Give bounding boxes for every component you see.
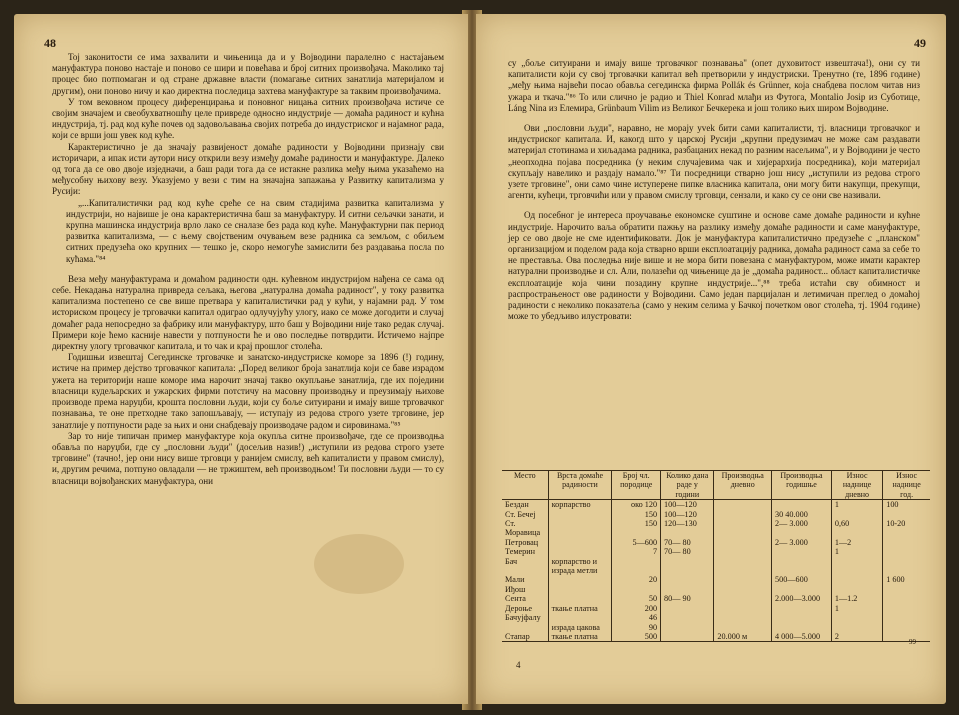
table-cell: 100—120 bbox=[661, 500, 714, 510]
home-industry-table bbox=[502, 470, 930, 642]
table-cell bbox=[883, 613, 930, 622]
table-cell bbox=[714, 623, 772, 632]
table-cell bbox=[831, 613, 882, 622]
table-body bbox=[502, 500, 930, 642]
paragraph: Ови „пословни људи", наравно, не морају уvek бити сами капиталисти, тј. власници трговачког и индустриског капитала. И, какогд што у царској Русији „крупни предузимач не може сам раздавати материјал стотинама и хиљадама радника, разбацаних некад по разним насељима", и у Војводини је често „неопходна појава посредника (у неким случајевима чак и хијерархија посредника), који материјал скупљају навелико и раздају намало."⁸⁷ Ти посредници стварно још нису „иступили из редова строго узете трговине", они само чине иступерене пипке власника капитала, они могу бити накупци, прекупци, агенти, кућеци, трговчићи или у правом смислу трговци, сензали, и како су се они све називали. bbox=[508, 123, 920, 201]
table-cell: 120—130 bbox=[661, 519, 714, 538]
table-cell bbox=[883, 538, 930, 547]
table-cell: 1 bbox=[831, 604, 882, 613]
table-cell: израда цакова bbox=[548, 623, 612, 632]
table-row bbox=[502, 613, 930, 622]
table-cell bbox=[714, 575, 772, 594]
table-cell bbox=[548, 538, 612, 547]
table-cell: 7 bbox=[612, 547, 661, 556]
table-cell bbox=[661, 623, 714, 632]
table-cell bbox=[548, 575, 612, 594]
table-row bbox=[502, 510, 930, 519]
table-row bbox=[502, 500, 930, 510]
table-cell bbox=[714, 500, 772, 510]
table-header-row bbox=[502, 471, 930, 500]
table-cell bbox=[883, 594, 930, 603]
table-cell bbox=[714, 519, 772, 538]
table-header: Производња годишње bbox=[772, 471, 832, 500]
table-cell bbox=[772, 604, 832, 613]
table-cell bbox=[714, 604, 772, 613]
table-cell bbox=[548, 510, 612, 519]
table-cell: 1—1.2 bbox=[831, 594, 882, 603]
table-cell bbox=[883, 623, 930, 632]
table-header: Врста домаће радиности bbox=[548, 471, 612, 500]
paragraph: Годишњи извештај Сегединске трговачке и занатско-индустриске коморе за 1896 (!) годину, истиче на пример дејство трговачког капитала: „Поред великог броја занатлија који се баве израдом ужета на територији наше коморе има нарочит значај такво окупљање занатлија, где их поједини власници кудељарских и ужарских фирми потстичу на масовну производњу и преузимају њихове производе према наруџби, крошта пословни људи, који су боље ситуирани и имају више трговачког познавања, те оне претходне тако запошљавају, — иступају из редова строго узете трговине, јер занатлије у потпуности раде за њих и они снабдевају производаче радом и сировинама."⁸⁵ bbox=[52, 352, 444, 430]
table-row bbox=[502, 623, 930, 632]
table-cell: 5—600 bbox=[612, 538, 661, 547]
table-cell bbox=[548, 519, 612, 538]
table-cell: Бачујфалу bbox=[505, 613, 541, 623]
table-cell: Мали Иђош bbox=[505, 575, 526, 594]
table-row bbox=[502, 519, 930, 538]
table-cell bbox=[548, 547, 612, 556]
table-cell: Ст. Бечеј bbox=[505, 509, 536, 519]
table-row bbox=[502, 575, 930, 594]
table-cell: Сента bbox=[505, 594, 526, 604]
table-cell: 200 bbox=[612, 604, 661, 613]
table-cell bbox=[714, 594, 772, 603]
table-cell bbox=[772, 500, 832, 510]
table-cell: Петровац bbox=[505, 537, 539, 547]
corner-mark: 99 bbox=[909, 638, 916, 646]
table-cell bbox=[831, 575, 882, 594]
table-cell: 2.000—3.000 bbox=[772, 594, 832, 603]
table-cell bbox=[831, 557, 882, 576]
table-cell: 2 bbox=[831, 632, 882, 642]
table-cell: 80— 90 bbox=[661, 594, 714, 603]
table-cell bbox=[661, 632, 714, 642]
table-cell: 46 bbox=[612, 613, 661, 622]
table-header: Износ наднице дневно bbox=[831, 471, 882, 500]
page-number-left: 48 bbox=[44, 36, 56, 50]
table-cell: 30 40.000 bbox=[772, 510, 832, 519]
table-cell bbox=[831, 623, 882, 632]
table-cell: Темерин bbox=[505, 547, 535, 557]
table-cell bbox=[661, 557, 714, 576]
table-header: Производња дневно bbox=[714, 471, 772, 500]
table-cell bbox=[883, 632, 930, 642]
table-cell bbox=[661, 575, 714, 594]
table-cell: 70— 80 bbox=[661, 547, 714, 556]
page-number-right: 49 bbox=[914, 36, 926, 50]
table-cell: 70— 80 bbox=[661, 538, 714, 547]
table-header: Место bbox=[502, 471, 548, 500]
table-cell: 90 bbox=[612, 623, 661, 632]
table-cell: ткање платна bbox=[548, 604, 612, 613]
table-cell bbox=[772, 623, 832, 632]
table-cell: 100—120 bbox=[661, 510, 714, 519]
table-cell: ткање платна bbox=[548, 632, 612, 642]
table-cell: корпарство и израда метли bbox=[548, 557, 612, 576]
table-row bbox=[502, 632, 930, 642]
table-cell bbox=[714, 547, 772, 556]
table-cell: Бездан bbox=[505, 500, 529, 510]
paper-stain bbox=[314, 534, 404, 594]
table-cell: 500—600 bbox=[772, 575, 832, 594]
table-cell: 0,60 bbox=[831, 519, 882, 538]
table-cell bbox=[772, 557, 832, 576]
table-cell: Ст. Моравица bbox=[505, 519, 541, 538]
table-row bbox=[502, 538, 930, 547]
quote-paragraph: „...Капиталистички рад код куће среће се на свим стадијима развитка капитализма у индустрији, но највише је она карактеристична баш за мануфактуру. И ситни сељачки занати, и крупна машинска индустрија врло лако се сналазе без рада код куће. Мануфактурни пак период развитка капитализма, — с њему својственим очувањем везе радника са земљом, с обиљем ситних предузећа око крупних — тешко је, скоро немогуће замислити без раздавања посла по кућама."⁸⁴ bbox=[66, 197, 444, 264]
table-header: Колико дана раде у години bbox=[661, 471, 714, 500]
right-page-text bbox=[508, 58, 920, 322]
paragraph: Од посебног је интереса проучавање економске суштине и основе саме домаће радиности и кућне индустрије. Нарочито ваља обратити пажњу на разлику између домаће радиности и саме мануфактуре, јер се ово двоје не сме идентификовати. Док је мануфактура капиталистично предузеће с „планском" организацијом и поделом рада која стварно врши експлоатацију радника, домаћа радиност сама за себе то не престављa. Ова последња није више и не мора бити повезана с мануфактуром, може имати карактер натурални производње и сл. Али, полазећи од чињенице да је „домаћа радиност... област капиталистичке експлоатације која чини позадину крупне индустрије...",⁸⁸ треба истаћи сву обимност и распрострањеност ове радиности у Војводини. Само један парцијалан и летимичан преглед о домаћој радиности с неколико показатеља (само у неким селима у Бачкој почетком овог столећа, тј. 1904 године) може то убедљиво илустровати: bbox=[508, 210, 920, 322]
left-page bbox=[14, 14, 468, 704]
right-page bbox=[476, 14, 946, 704]
table-cell: Дероње bbox=[505, 603, 533, 613]
table-cell: 150 bbox=[612, 519, 661, 538]
table-cell: Стапар bbox=[502, 632, 548, 642]
table-row bbox=[502, 604, 930, 613]
paragraph: Зар то није типичан пример мануфактуре која окупља ситне произвођаче, где се производња обавља по наруџби, где су „пословни људи" (досељив назив!) „иступили из редова строго узете трговине" (тачно!, јер они нису више трговци у ранијем смислу, већ капиталисти у правом смислу), и, другим речима, потпуно овладали — не тржиштем, већ производњом! Ти пословни људи — то су власници војвођанских мануфактура, они bbox=[52, 430, 444, 486]
table-cell bbox=[883, 604, 930, 613]
table-row bbox=[502, 547, 930, 556]
table-cell bbox=[548, 594, 612, 603]
table-cell bbox=[661, 613, 714, 622]
table-cell bbox=[661, 604, 714, 613]
table-cell bbox=[714, 557, 772, 576]
table-cell bbox=[714, 613, 772, 622]
table-cell: 1 bbox=[831, 500, 882, 510]
table-cell: 20 bbox=[612, 575, 661, 594]
table-row bbox=[502, 557, 930, 576]
table-cell bbox=[548, 613, 612, 622]
table-cell bbox=[883, 547, 930, 556]
table-cell bbox=[714, 510, 772, 519]
table-cell bbox=[883, 510, 930, 519]
left-page-text bbox=[52, 52, 444, 487]
table-cell: 10-20 bbox=[883, 519, 930, 538]
table-header: Износ наднице год. bbox=[883, 471, 930, 500]
table-cell bbox=[831, 510, 882, 519]
table-row bbox=[502, 594, 930, 603]
paragraph: У том вековном процесу диференцирања и поновног ницања ситних произвођача истиче се својим значајем и свеобухватношћу целе привреде односно индустрије — домаћа радиност и кућна индустрија, тј. рад код куће почев од задовољавања својих потреба до индустриског и најамног рада, који се врши још увек код куће. bbox=[52, 96, 444, 141]
table-cell bbox=[772, 613, 832, 622]
paragraph: Веза међу мануфактурама и домаћом радиности одн. кућевном индустријом нађена се сама од себе. Некадања натурална привреда сељака, његова „натурална домаћа радиност", у току развитка капитализма постепено се све више претвара у капиталистички рад у кући, у најамни рад. У том историском процесу је трговачки капитал одиграо одлучујућу улогу, иако се може догодити и случај домаћег рада непосредно за фабрику или мануфактуру, што баш у Војводини није тако редак случај. Примери које ћемо касније навести у потпуности ће и ово последње потврдити. Истичемо најпре директну улогу трговачког капитала, и то чак и крај прошлог столећа. bbox=[52, 273, 444, 352]
table-cell bbox=[772, 547, 832, 556]
paragraph: Тој законитости се има захвалити и чињеница да и у Војводини паралелно с настајањем мануфактура поново настаје и поново се шири и повећава и број ситних произвођача. Маколико тај процес био потпомаган и од стране државне власти (помагање ситних занатлија материјалом и другим), они поново ничу и као директна последица захтева мануфактуре за таквим произвођачима. bbox=[52, 52, 444, 96]
table-cell: око 120 bbox=[612, 500, 661, 510]
table-cell bbox=[612, 557, 661, 576]
table-cell: 50 bbox=[612, 594, 661, 603]
table-cell bbox=[883, 557, 930, 576]
footnote-number: 4 bbox=[516, 660, 521, 670]
table-cell: 500 bbox=[612, 632, 661, 642]
table-cell: 4 000—5.000 bbox=[772, 632, 832, 642]
table-cell: 1 600 bbox=[883, 575, 930, 594]
table-cell: корпарство bbox=[548, 500, 612, 510]
table-cell: 20.000 м bbox=[714, 632, 772, 642]
table-cell: 1—2 bbox=[831, 538, 882, 547]
table-cell bbox=[714, 538, 772, 547]
table-cell bbox=[502, 623, 548, 632]
table-cell: 1 bbox=[831, 547, 882, 556]
paragraph: су „боље ситуирани и имају више трговачког познавања" (опет духовитост извештача!), они су ти капиталисти који су свој трговачки капитал већ претворили у индустриски. Тренутно (те, 1896 године) „међу њима највећи посао обавља сегединска фирма Pollák és Grünner, која снабдева послом читав низ ужара и ткача."⁸⁶ То или слично је радио и Thiel Konrad млађи из Футога, Montalio Josip из Суботице, Láng Nina из Елемира, Grünbaum Vilim из Великог Бечкерека и још толико њих широм Војводине. bbox=[508, 58, 920, 113]
paragraph: Карактеристично је да значају развијеност домаће радиности у Војводини признају сви историчари, а ипак исти аутори нису открили везу између домаће радиности и мануфактуре. Далеко од тога да се ово двоје изједначи, а баш ради тога да се истакне разлика међу њима указаћемо на међусобну њихову везу. Указујемо у вези с тим на значајна запажања у Развитку капитализма у Русији: bbox=[52, 141, 444, 197]
table-cell: Бач bbox=[505, 556, 518, 566]
table-cell: 150 bbox=[612, 510, 661, 519]
table-header: Број чл. породице bbox=[612, 471, 661, 500]
table-cell: 2— 3.000 bbox=[772, 519, 832, 538]
table-cell: 100 bbox=[883, 500, 930, 510]
table-cell: 2— 3.000 bbox=[772, 538, 832, 547]
